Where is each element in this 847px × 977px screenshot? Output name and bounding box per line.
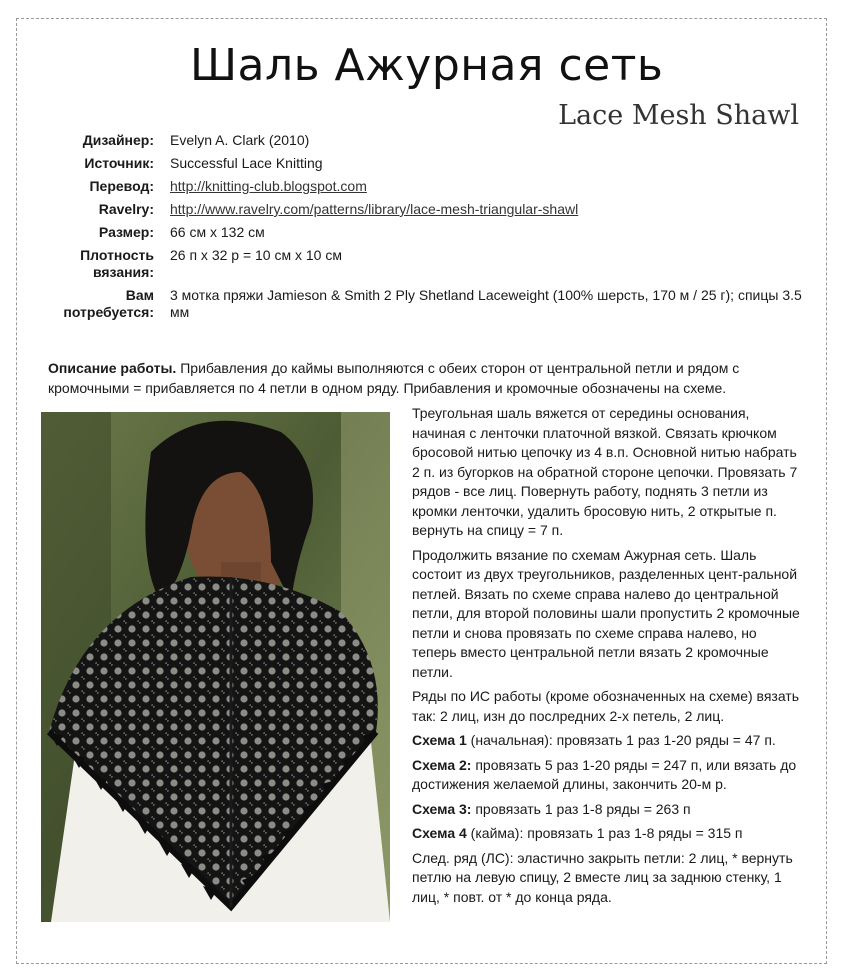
translation-link[interactable]: http://knitting-club.blogspot.com [170,178,367,194]
scheme-3 [412,800,804,820]
meta-label: Источник: [84,155,154,171]
meta-label: Вам потребуется: [63,287,154,320]
instruction-paragraph: Треугольная шаль вяжется от середины основания, начиная с ленточки платочной вязкой. Связать крючком бросовой нитью цепочку из 4 в.п. Основной нитью набрать 2 п. из бугорков на обратной стороне цепочки. Провязать 7 рядов - все лиц. Повернуть работу, поднять 3 петли из кромки ленточки, удалить бросовую нить, 2 открытые п. вернуть на спицу = 7 п. [412,405,798,538]
meta-value: 66 см x 132 см [170,224,265,240]
pattern-info [50,132,820,327]
meta-value: Successful Lace Knitting [170,155,323,171]
instruction-paragraph: Продолжить вязание по схемам Ажурная сеть. Шаль состоит из двух треугольников, разделенных цент-ральной петлей. Вязать по схеме справа налево до центральной петли, для второй половины шали пропустить 2 кромочные петли и снова провязать по схеме справа налево, но теперь вместо центральной петли вязать 2 кромочные петли. [412,546,800,680]
instruction-paragraph: Ряды по ИС работы (кроме обозначенных на схеме) вязать так: 2 лиц, изн до послредних 2-х петель, 2 лиц. [412,688,800,724]
scheme-2 [412,756,804,795]
instructions [412,404,804,912]
meta-value: Evelyn A. Clark (2010) [170,132,310,148]
scheme-text: (кайма): провязать 1 раз 1-8 ряды = 315 п [466,825,743,841]
scheme-4 [412,824,804,844]
scheme-text: провязать 1 раз 1-8 ряды = 263 п [471,800,691,817]
meta-label: Ravelry: [98,201,154,217]
meta-label: Размер: [98,224,154,240]
meta-translation [50,178,820,195]
meta-label: Перевод: [89,178,154,194]
page-subtitle: Lace Mesh Shawl [558,100,799,131]
scheme-1 [412,731,804,751]
scheme-label: Схема 3: [412,800,472,817]
meta-ravelry [50,201,820,218]
meta-label: Дизайнер: [82,132,154,148]
scheme-label: Схема 1 [412,732,467,748]
description-text: Прибавления до каймы выполняются с обеих сторон от центральной петли и рядом с кромочными = прибавляется по 4 петли в одном ряду. Прибавления и кромочные обозначены на схеме. [48,360,740,396]
meta-label: Плотность вязания: [80,247,154,280]
meta-materials [50,287,820,321]
meta-gauge [50,247,820,281]
shawl-photo-illustration [41,412,390,922]
closing-paragraph: След. ряд (ЛС): эластично закрыть петли: 2 лиц, * вернуть петлю на левую спицу, 2 вместе лиц за заднюю стенку, 1 лиц, * повт. от * до конца ряда. [412,849,793,905]
work-description [48,358,808,398]
shawl-photo [41,412,390,922]
meta-value: 26 п х 32 р = 10 см х 10 см [170,247,342,263]
meta-size [50,224,820,241]
meta-value: 3 мотка пряжи Jamieson & Smith 2 Ply Shetland Laceweight (100% шерсть, 170 м / 25 г); спицы 3.5 мм [170,287,802,320]
ravelry-link[interactable]: http://www.ravelry.com/patterns/library/lace-mesh-triangular-shawl [170,201,579,217]
page-title: Шаль Ажурная сеть [190,40,664,91]
meta-designer [50,132,820,149]
scheme-text: (начальная): провязать 1 раз 1-20 ряды = 47 п. [466,732,776,748]
scheme-text: провязать 5 раз 1-20 ряды = 247 п, или вязать до достижения желаемой длины, закончить 20-м р. [412,756,797,792]
meta-source [50,155,820,172]
scheme-label: Схема 2: [412,756,472,773]
description-label: Описание работы. [48,360,177,376]
scheme-label: Схема 4 [412,825,467,841]
